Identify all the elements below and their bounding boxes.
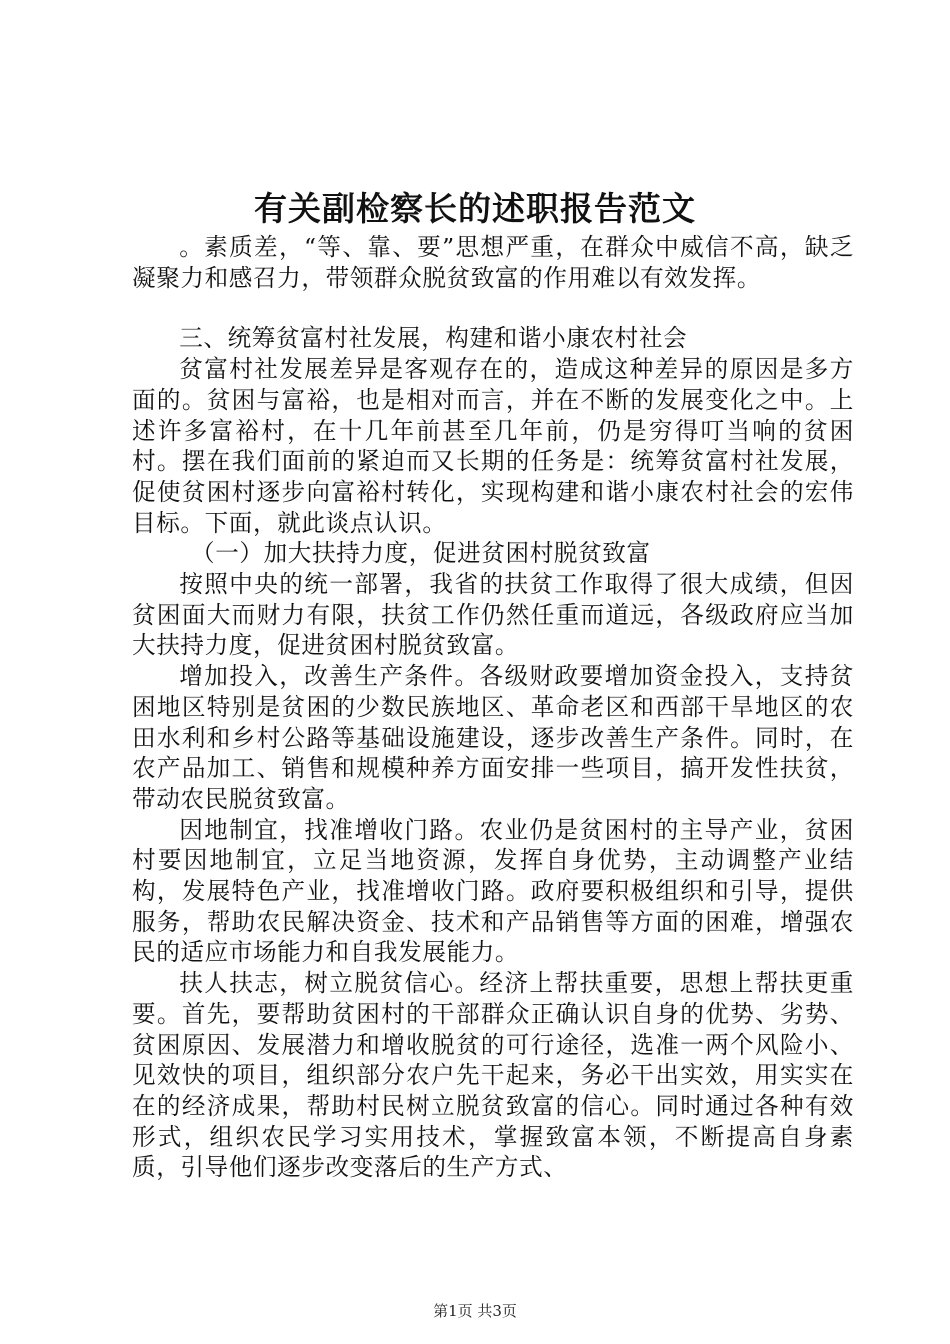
document-body	[132, 232, 854, 1183]
page-number-footer: 第1页 共3页	[433, 1302, 517, 1320]
paragraph-development-gap: 贫富村社发展差异是客观存在的，造成这种差异的原因是多方面的。贫困与富裕，也是相对而言，并在不断的发展变化之中。上述许多富裕村，在十几年前甚至几年前，仍是穷得叮当响的贫困村。摆在我们面前的紧迫而又长期的任务是：统筹贫富村社发展，促使贫困村逐步向富裕村转化，实现构建和谐小康农村社会的宏伟目标。下面，就此谈点认识。	[132, 355, 854, 537]
document-title: 有关副检察长的述职报告范文	[254, 189, 696, 228]
section-heading-three: 三、统筹贫富村社发展，构建和谐小康农村社会	[179, 324, 688, 353]
paragraph-increase-investment: 增加投入，改善生产条件。各级财政要增加资金投入，支持贫困地区特别是贫困的少数民族地区、革命老区和西部干旱地区的农田水利和乡村公路等基础设施建设，逐步改善生产条件。同时，在农产品加工、销售和规模种养方面安排一些项目，搞开发性扶贫，带动农民脱贫致富。	[132, 662, 854, 813]
paragraph-intro: 。素质差，“等、靠、要”思想严重，在群众中威信不高，缺乏凝聚力和感召力，带领群众脱贫致富的作用难以有效发挥。	[132, 233, 854, 292]
subsection-heading-one: （一）加大扶持力度，促进贫困村脱贫致富	[191, 539, 651, 568]
paragraph-confidence: 扶人扶志，树立脱贫信心。经济上帮扶重要，思想上帮扶更重要。首先，要帮助贫困村的干部群众正确认识自身的优势、劣势、贫困原因、发展潜力和增收脱贫的可行途径，选准一两个风险小、见效快的项目，组织部分农户先干起来，务必干出实效，用实实在在的经济成果，帮助村民树立脱贫致富的信心。同时通过各种有效形式，组织农民学习实用技术，掌握致富本领，不断提高自身素质，引导他们逐步改变落后的生产方式、	[132, 969, 854, 1182]
paragraph-central-deployment: 按照中央的统一部署，我省的扶贫工作取得了很大成绩，但因贫困面大而财力有限，扶贫工作仍然任重而道远，各级政府应当加大扶持力度，促进贫困村脱贫致富。	[132, 570, 854, 660]
paragraph-local-conditions: 因地制宜，找准增收门路。农业仍是贫困村的主导产业，贫困村要因地制宜，立足当地资源，发挥自身优势，主动调整产业结构，发展特色产业，找准增收门路。政府要积极组织和引导，提供服务，帮助农民解决资金、技术和产品销售等方面的困难，增强农民的适应市场能力和自我发展能力。	[132, 815, 854, 967]
